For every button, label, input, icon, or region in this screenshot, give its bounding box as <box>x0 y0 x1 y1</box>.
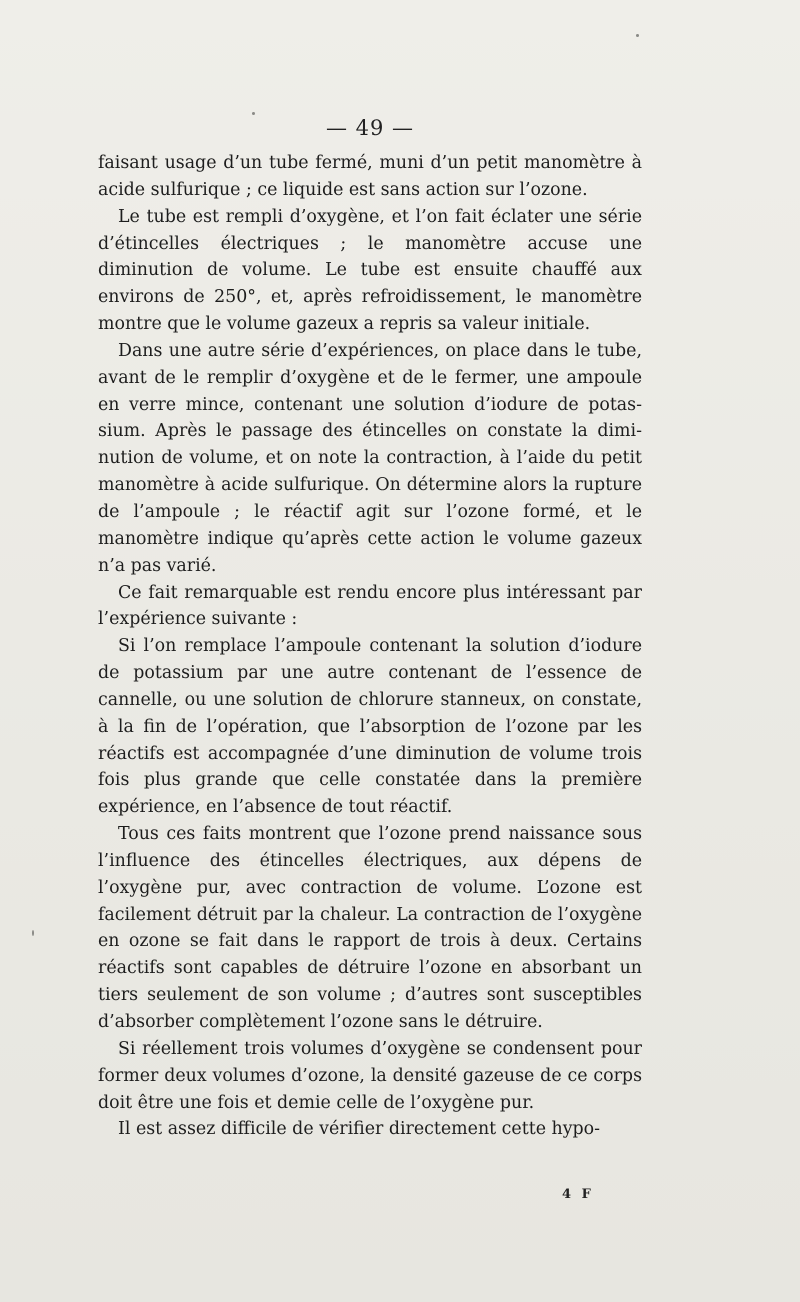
body-text <box>98 150 642 1143</box>
paragraph: Il est assez difficile de vérifier directement cette hypo- <box>118 1119 601 1140</box>
paragraph: Si l’on remplace l’ampoule contenant la solution d’iodure de potassium par une autre contenant de l’essence de cannelle, ou une solution de chlorure stanneux, on constate, à la fin de l’opération, que l’absorption de l’ozone par les réactifs est accompagnée d’une diminution de volume trois fois plus grande que celle constatée dans la première expérience, en l’absence de tout réactif. <box>98 636 642 818</box>
paragraph: Dans une autre série d’expériences, on place dans le tube, avant de le remplir d’oxygène et de le fermer, une ampoule en verre mince, contenant une solution d’iodure de potassium. Après le passage des étincelles on constate la diminution de volume, et on note la contraction, à l’aide du petit manomètre à acide sulfurique. On détermine alors la rupture de l’ampoule ; le réactif agit sur l’ozone formé, et le manomètre indique qu’après cette action le volume gazeux n’a pas varié. <box>98 340 642 576</box>
paragraph: faisant usage d’un tube fermé, muni d’un petit manomètre à acide sulfurique ; ce liquide est sans action sur l’ozone. <box>98 153 642 200</box>
paragraph: Tous ces faits montrent que l’ozone prend naissance sous l’influence des étincelles électriques, aux dépens de l’oxygène pur, avec contraction de volume. L’ozone est facilement détruit par la chaleur. La contraction de l’oxygène en ozone se fait dans le rapport de trois à deux. Certains réactifs sont capables de détruire l’ozone en absorbant un tiers seulement de son volume ; d’autres sont susceptibles d’absorber complètement l’ozone sans le détruire. <box>98 824 642 1032</box>
paper-speck <box>252 112 255 115</box>
paragraph: Le tube est rempli d’oxygène, et l’on fait éclater une série d’étincelles électriques ; le manomètre accuse une diminution de volume. Le tube est ensuite chauffé aux environs de 250°, et, après refroidissement, le manomètre montre que le volume gazeux a repris sa valeur initiale. <box>98 206 642 335</box>
page-number: — 49 — <box>325 116 415 140</box>
paper-speck <box>636 34 639 37</box>
paragraph: Si réellement trois volumes d’oxygène se condensent pour former deux volumes d’ozone, la densité gazeuse de ce corps doit être une fois et demie celle de l’oxygène pur. <box>98 1038 642 1113</box>
paper-speck <box>32 930 34 936</box>
paragraph: Ce fait remarquable est rendu encore plus intéressant par l’expérience suivante : <box>98 582 642 630</box>
printer-signature-mark: 4 F <box>562 1187 594 1202</box>
